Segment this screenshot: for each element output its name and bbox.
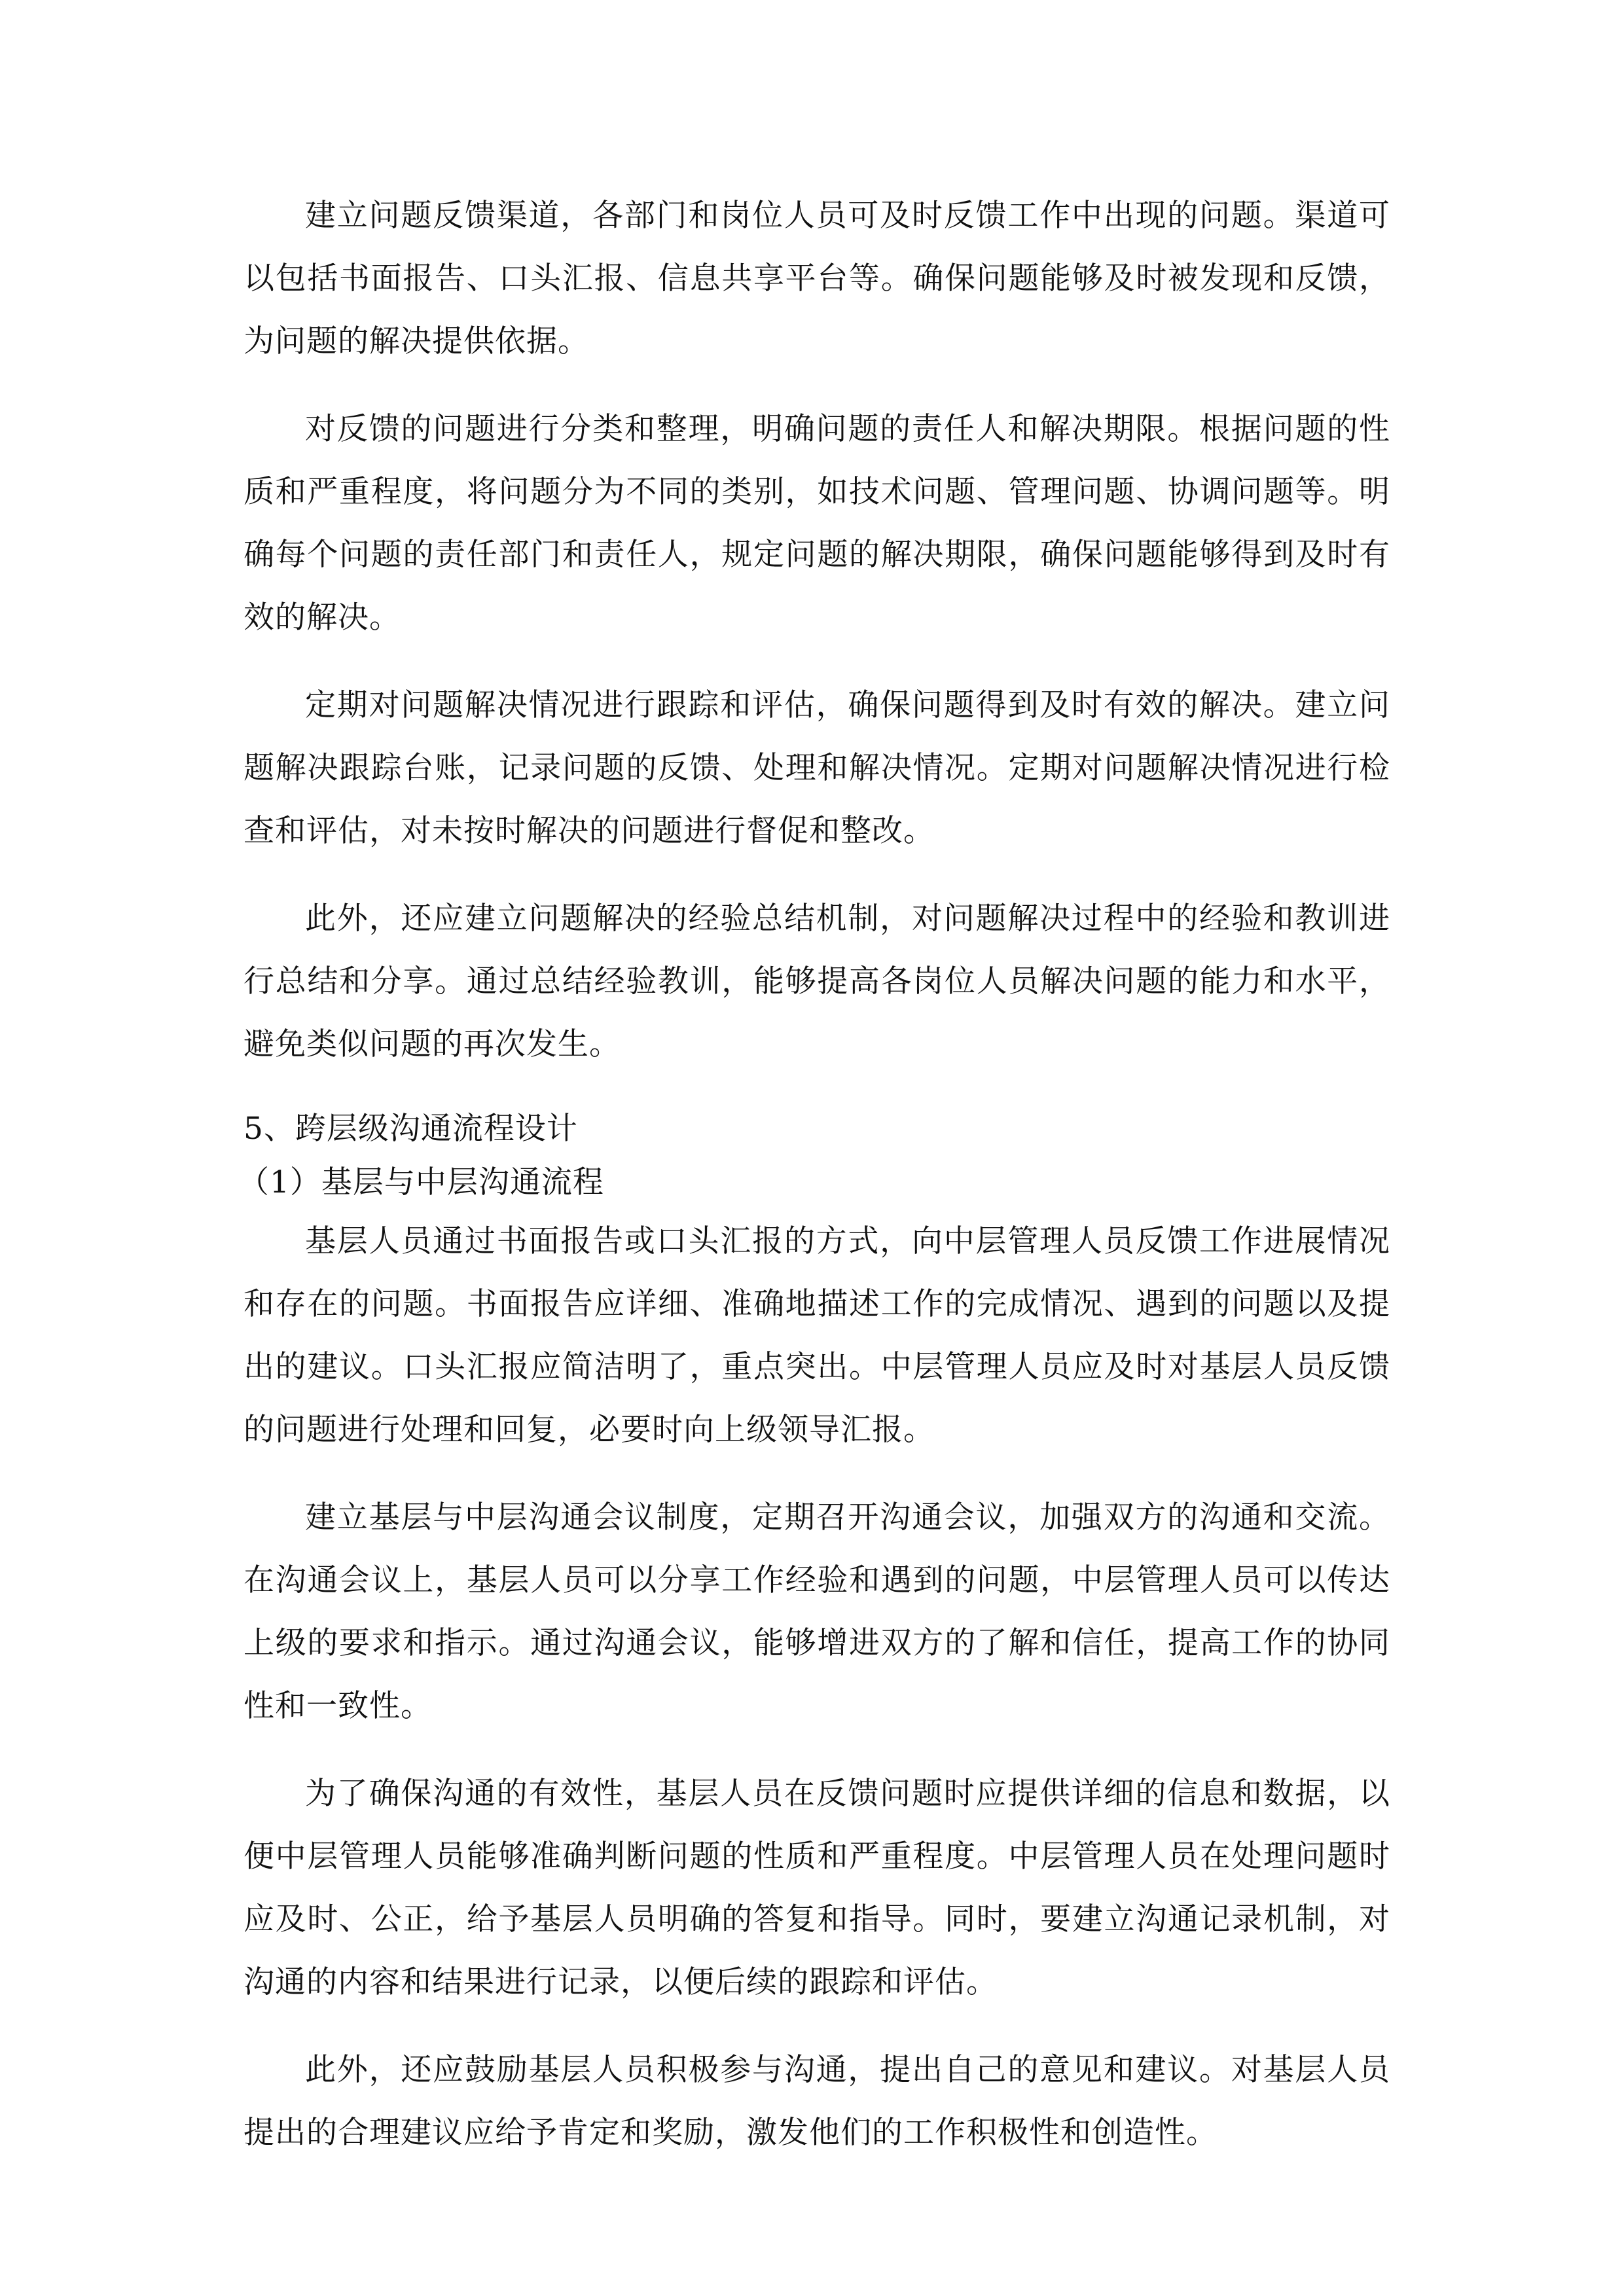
paragraph-problem-classification: 对反馈的问题进行分类和整理，明确问题的责任人和解决期限。根据问题的性质和严重程度，将问题分为不同的类别，如技术问题、管理问题、协调问题等。明确每个问题的责任部门和责任人，规定问题的解决期限，确保问题能够得到及时有效的解决。 [244,411,1390,636]
paragraph-problem-tracking: 定期对问题解决情况进行跟踪和评估，确保问题得到及时有效的解决。建立问题解决跟踪台账，记录问题的反馈、处理和解决情况。定期对问题解决情况进行检查和评估，对未按时解决的问题进行督促和整改。 [244,687,1390,849]
paragraph-experience-summary: 此外，还应建立问题解决的经验总结机制，对问题解决过程中的经验和教训进行总结和分享。通过总结经验教训，能够提高各岗位人员解决问题的能力和水平，避免类似问题的再次发生。 [244,901,1390,1062]
paragraph-feedback-channel: 建立问题反馈渠道，各部门和岗位人员可及时反馈工作中出现的问题。渠道可以包括书面报告、口头汇报、信息共享平台等。确保问题能够及时被发现和反馈，为问题的解决提供依据。 [244,198,1390,359]
paragraph-grassroots-reporting: 基层人员通过书面报告或口头汇报的方式，向中层管理人员反馈工作进展情况和存在的问题。书面报告应详细、准确地描述工作的完成情况、遇到的问题以及提出的建议。口头汇报应简洁明了，重点突出。中层管理人员应及时对基层人员反馈的问题进行处理和回复，必要时向上级领导汇报。 [244,1223,1390,1448]
paragraph-communication-effectiveness: 为了确保沟通的有效性，基层人员在反馈问题时应提供详细的信息和数据，以便中层管理人员能够准确判断问题的性质和严重程度。中层管理人员在处理问题时应及时、公正，给予基层人员明确的答复和指导。同时，要建立沟通记录机制，对沟通的内容和结果进行记录，以便后续的跟踪和评估。 [244,1776,1390,2000]
subsection-heading: （1）基层与中层沟通流程 [238,1164,604,1200]
paragraph-communication-meeting: 建立基层与中层沟通会议制度，定期召开沟通会议，加强双方的沟通和交流。在沟通会议上，基层人员可以分享工作经验和遇到的问题，中层管理人员可以传达上级的要求和指示。通过沟通会议，能够增进双方的了解和信任，提高工作的协同性和一致性。 [244,1499,1390,1724]
section-heading: 5、跨层级沟通流程设计 [244,1111,578,1147]
document-body [238,185,1390,2189]
paragraph-encourage-participation: 此外，还应鼓励基层人员积极参与沟通，提出自己的意见和建议。对基层人员提出的合理建议应给予肯定和奖励，激发他们的工作积极性和创造性。 [244,2052,1390,2151]
